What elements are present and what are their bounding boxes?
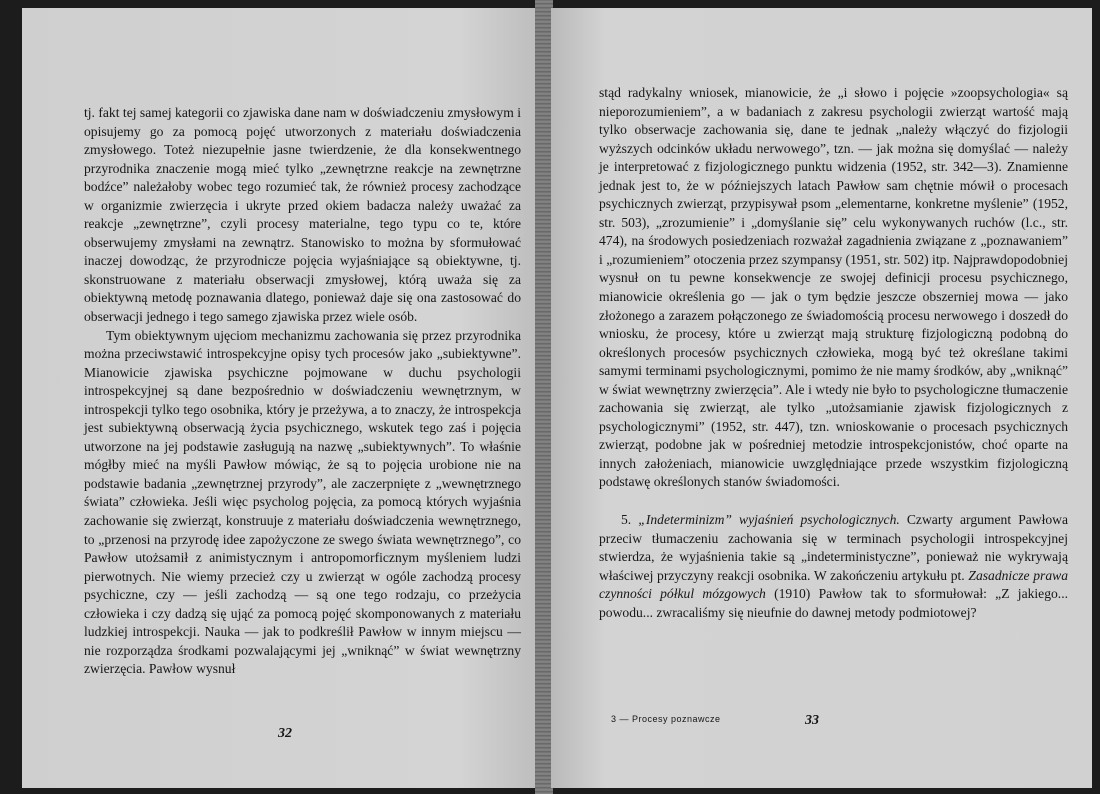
paragraph: Tym obiektywnym ujęciom mechanizmu zachowania się przez przyrodnika można przeciwstawić introspekcyjne opisy tych procesów jako „subiektywne”. Mianowicie zjawiska psychiczne pojmowane w duchu psychologii introspekcyjnej są dane bezpośrednio w doświadczeniu wewnętrznym, w introspekcji tylko tego osobnika, który je przeżywa, a to znaczy, że introspekcja jest subiektywną obserwacją życia psychicznego, wskutek tego zaś i pojęcia utworzone na jej podstawie zasługują na nazwę „subiektywnych”. To właśnie mógłby mieć na myśli Pawłow mówiąc, że są to pojęcia urobione nie na podstawie badania „zewnętrznej przyrody”, ale zaczerpnięte z „wewnętrznego świata” człowieka. Jeśli więc psycholog pojęcia, za pomocą których wyjaśnia zachowanie się zwierząt, konstruuje z materiału doświadczenia wewnętrznego, to „przenosi na przyrodę idee zapożyczone ze swego świata wewnętrznego”, co Pawłow utożsamił z animistycznym i antropomorficznym myśleniem ludzi pierwotnych. Nie wiemy przecież czy u zwierząt w ogóle zachodzą procesy psychiczne, czy — jeśli zachodzą — są one tego rodzaju, co przeżycia człowieka i czy dadzą się ująć za pomocą pojęć skomponowanych z materiału ludzkiej introspekcji. Nauka — jak to podkreślił Pawłow w innym miejscu — nie rozporządza środkami pozwalającymi jej „wniknąć” w świat wewnętrzny zwierzęcia. Pawłow wysnuł xyxy=(84,327,521,677)
page-number: 33 xyxy=(805,713,819,728)
paragraph: tj. fakt tej samej kategorii co zjawiska dane nam w doświadczeniu zmysłowym i opisujemy go za pomocą pojęć utworzonych z materiału doświadczenia zmysłowego. Toteż niezupełnie jasne twierdzenie, że dla konsekwentnego przyrodnika znaczenie mogą mieć tylko „zewnętrzne reakcje na zewnętrzne bodźce” należałoby wobec tego rozumieć tak, że również procesy zachodzące w organizmie zwierzęcia i ukryte przed okiem badacza należy uważać za reakcje „zewnętrzne”, czyli procesy materialne, tego typu co te, które obserwujemy zmysłami na zewnątrz. Stanowisko to można by sformułować inaczej dowodząc, że przyrodnicze pojęcia wyjaśniające są obiektywne, tj. skonstruowane z materiału obserwacji zmysłowej, którą uważa się za obiektywną metodę poznawania dlatego, ponieważ daje się ona zastosować do obserwacji jednego i tego samego zjawiska przez wiele osób. xyxy=(84,105,521,325)
page-number: 32 xyxy=(278,726,292,741)
printer-signature: 3 — Procesy poznawcze xyxy=(611,714,721,724)
left-page-text xyxy=(84,104,521,679)
right-page-text xyxy=(599,84,1068,622)
right-page xyxy=(551,8,1092,788)
left-page xyxy=(22,8,537,788)
work-title: Zasadnicze prawa czynności półkul mózgowych xyxy=(599,567,1068,602)
section-text: (1910) Pawłow tak to sformułował: „Z jakiego... powodu... zwracaliśmy się nieufnie do dawnej metody podmiotowej? xyxy=(599,586,1068,620)
section-paragraph xyxy=(599,511,1068,622)
paragraph: stąd radykalny wniosek, mianowicie, że „i słowo i pojęcie »zoopsychologia« są nieporozumieniem”, a w badaniach z zakresu psychologii zwierząt wartość mają tylko obserwacje zachowania się, dane te jednak „należy włączyć do fizjologii wyższych odcinków układu nerwowego”, tzn. — jak można się domyślać — należy je interpretować z fizjologicznego punktu widzenia (1952, str. 342—3). Znamienne jednak jest to, że w późniejszych latach Pawłow sam chętnie mówił o procesach psychicznych zwierząt, przypisywał psom „elementarne, konkretne myślenie” (1952, str. 503), „zrozumienie” i „domyślanie się” celu wykonywanych ruchów (l.c., str. 474), na środowych posiedzeniach rozważał zagadnienia związane z „poznawaniem” i „rozumieniem” otoczenia przez szympansy (1951, str. 502) itp. Najprawdopodobniej wysnuł on tu pewne konsekwencje ze swojej definicji procesu psychicznego, mianowicie określenia go — jak o tym będzie jeszcze obszerniej mowa — jako złożonego a zarazem połączonego ze świadomością procesu nerwowego i doszedł do wniosku, że procesy, które u zwierząt mają strukturę fizjologiczną podobną do określonych procesów psychicznych człowieka, mogą być też określane takimi samymi terminami psychologicznymi, pomimo że nie mamy środków, aby „wniknąć” w świat wewnętrzny zwierzęcia”. Ale i wtedy nie było to psychologiczne tłumaczenie zachowania się zwierząt, ale tylko „utożsamianie zjawisk fizjologicznych z psychologicznymi” (1952, str. 447), tzn. wnioskowanie o procesach psychicznych zwierząt, podobne jak w pośredniej metodzie introspekcjonistów, choć oparte na innych założeniach, mianowicie uwzględniające przede wszystkim fizjologiczną podstawę określonych stanów świadomości. xyxy=(599,85,1068,490)
section-heading: „Indeterminizm” wyjaśnień psychologicznych. xyxy=(638,512,900,528)
section-number: 5. xyxy=(621,512,639,528)
section-text: Czwarty argument Pawłowa przeciw tłumaczeniu zachowania się w terminach psychologii introspekcyjnej stwierdza, że wyjaśnienia takie są „indeterministyczne”, ponieważ nie wykrywają właściwej przyczyny reakcji osobnika. W zakończeniu artykułu pt. xyxy=(599,512,1069,583)
